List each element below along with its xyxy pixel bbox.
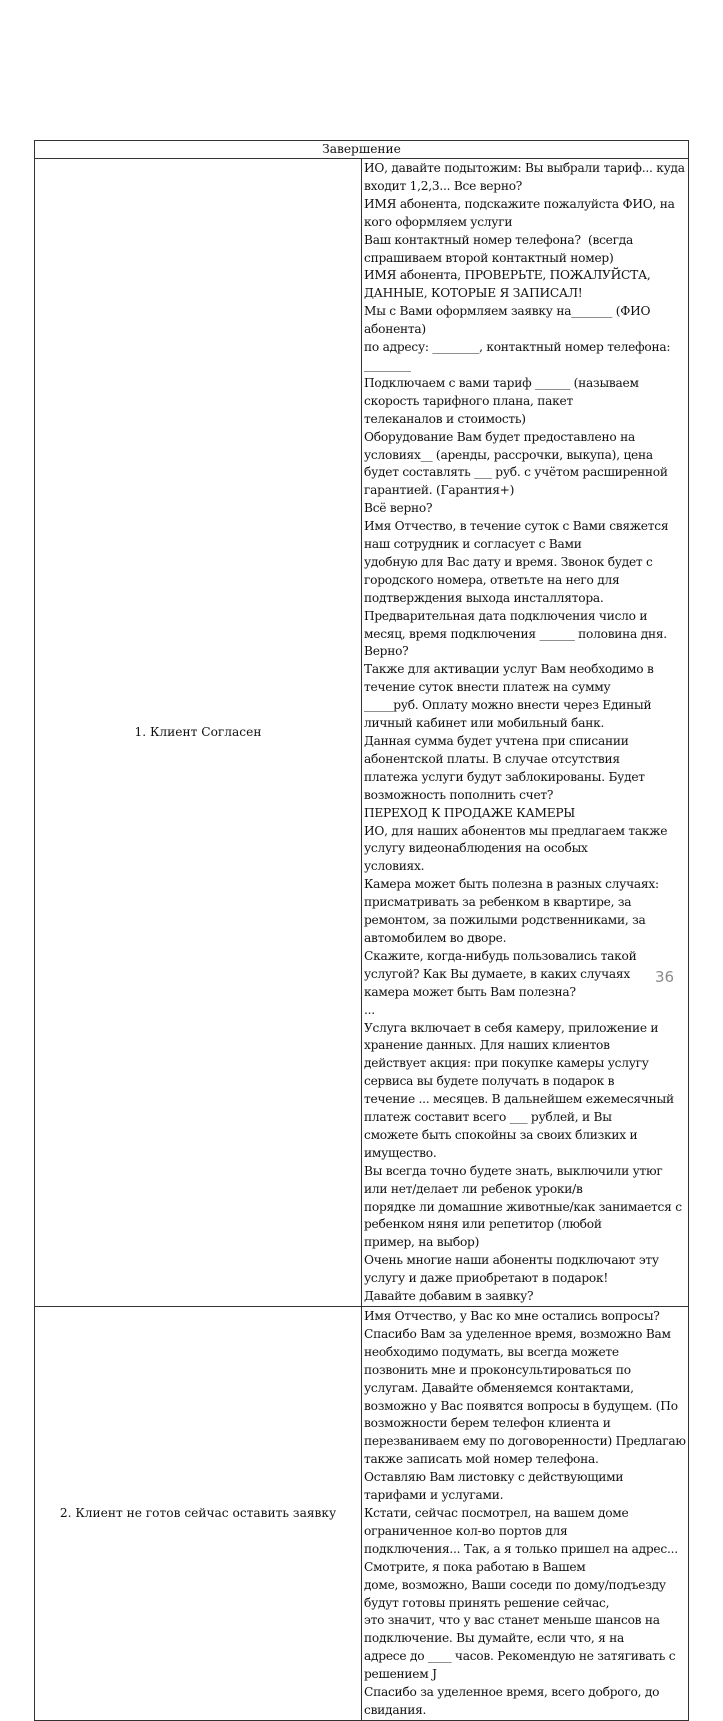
script-line: Кстати, сейчас посмотрел, на вашем доме ограниченное кол-во портов для bbox=[364, 1505, 633, 1538]
script-line: течение ... месяцев. В дальнейшем ежемесячный платеж составит всего ___ рублей, и Вы bbox=[364, 1092, 678, 1125]
script-line: ИМЯ абонента, ПРОВЕРЬТЕ, ПОЖАЛУЙСТА, ДАННЫЕ, КОТОРЫЕ Я ЗАПИСАЛ! bbox=[364, 268, 655, 301]
table-row-client-agrees bbox=[35, 159, 689, 1307]
row-content-client-agrees bbox=[362, 159, 689, 1307]
script-line: порядке ли домашние животные/как занимается с ребенком няня или репетитор (любой bbox=[364, 1199, 686, 1232]
script-line: ИО, для наших абонентов мы предлагаем также услугу видеонаблюдения на особых bbox=[364, 823, 671, 856]
script-line: действует акция: при покупке камеры услугу сервиса вы будете получать в подарок в bbox=[364, 1056, 653, 1089]
section-title: Завершение bbox=[35, 141, 689, 159]
row-label-client-agrees: 1. Клиент Согласен bbox=[35, 159, 362, 1307]
script-line: адресе до ____ часов. Рекомендую не затягивать с решением J bbox=[364, 1649, 679, 1682]
script-line: _____руб. Оплату можно внести через Единый личный кабинет или мобильный банк. bbox=[364, 698, 655, 731]
script-line: ИМЯ абонента, подскажите пожалуйста ФИО, на кого оформляем услуги bbox=[364, 196, 679, 229]
script-line: Мы с Вами оформляем заявку на_______ (ФИО абонента) bbox=[364, 304, 654, 337]
script-line: позвонить мне и проконсультироваться по услугам. Давайте обменяемся контактами, bbox=[364, 1362, 635, 1395]
table-header-row bbox=[35, 141, 689, 159]
script-line: по адресу: ________, контактный номер телефона: ________ bbox=[364, 340, 674, 372]
script-line: Данная сумма будет учтена при списании абонентской платы. В случае отсутствия bbox=[364, 734, 633, 766]
script-line: подключения... Так, а я только пришел на адрес... Смотрите, я пока работаю в Вашем bbox=[364, 1541, 682, 1574]
script-line: Также для активации услуг Вам необходимо в течение суток внести платеж на сумму bbox=[364, 662, 658, 695]
row-content-client-not-ready bbox=[362, 1307, 689, 1721]
script-line: Оборудование Вам будет предоставлено на условиях__ (аренды, рассрочки, выкупа), цена bbox=[364, 429, 653, 462]
script-line: Спасибо Вам за уделенное время, возможно Вам необходимо подумать, вы всегда можете bbox=[364, 1326, 675, 1359]
script-line: Давайте добавим в заявку? bbox=[364, 1289, 534, 1304]
script-line: это значит, что у вас станет меньше шансов на подключение. Вы думайте, если что, я на bbox=[364, 1613, 664, 1646]
script-line: Вы всегда точно будете знать, выключили утюг или нет/делает ли ребенок уроки/в bbox=[364, 1163, 667, 1196]
script-line: пример, на выбор) bbox=[364, 1235, 480, 1250]
page-number: 36 bbox=[655, 968, 675, 986]
script-line: Имя Отчество, у Вас ко мне остались вопросы? bbox=[364, 1309, 660, 1323]
script-line: удобную для Вас дату и время. Звонок будет с городского номера, ответьте на него для bbox=[364, 554, 657, 587]
script-line: Ваш контактный номер телефона? (всегда спрашиваем второй контактный номер) bbox=[364, 232, 637, 265]
script-line: платежа услуги будут заблокированы. Будет возможность пополнить счет? bbox=[364, 769, 649, 802]
script-line: возможно у Вас появятся вопросы в будущем. (По возможности берем телефон клиента и bbox=[364, 1398, 682, 1431]
script-line: ремонтом, за пожилыми родственниками, за автомобилем во дворе. bbox=[364, 913, 650, 945]
script-line: Оставляю Вам листовку с действующими тарифами и услугами. bbox=[364, 1470, 627, 1503]
table-row-client-not-ready bbox=[35, 1307, 689, 1721]
row-label-client-not-ready: 2. Клиент не готов сейчас оставить заявку bbox=[35, 1307, 362, 1721]
script-line: ... bbox=[364, 1002, 375, 1017]
script-line: Всё верно? bbox=[364, 501, 433, 516]
script-line: телеканалов и стоимость) bbox=[364, 411, 526, 426]
script-line: Имя Отчество, в течение суток с Вами свяжется наш сотрудник и согласует с Вами bbox=[364, 519, 672, 552]
script-line: условиях. bbox=[364, 859, 425, 874]
script-line: Услуга включает в себя камеру, приложение и хранение данных. Для наших клиентов bbox=[364, 1020, 662, 1053]
script-table bbox=[34, 140, 689, 1721]
script-line: доме, возможно, Ваши соседи по дому/подъезду будут готовы принять решение сейчас, bbox=[364, 1577, 670, 1610]
script-line: камера может быть Вам полезна? bbox=[364, 984, 576, 999]
script-line: ИО, давайте подытожим: Вы выбрали тариф... куда входит 1,2,3... Все верно? bbox=[364, 161, 689, 193]
script-line: ПЕРЕХОД К ПРОДАЖЕ КАМЕРЫ bbox=[364, 805, 576, 820]
script-line: Камера может быть полезна в разных случаях: присматривать за ребенком в квартире, за bbox=[364, 877, 663, 910]
script-line: сможете быть спокойны за своих близких и имущество. bbox=[364, 1127, 642, 1160]
script-line: подтверждения выхода инсталлятора. Предварительная дата подключения число и bbox=[364, 590, 648, 623]
script-line: будет составлять ___ руб. с учётом расширенной гарантией. (Гарантия+) bbox=[364, 465, 672, 498]
script-line: месяц, время подключения ______ половина дня. Верно? bbox=[364, 626, 671, 659]
script-line: Очень многие наши абоненты подключают эту услугу и даже приобретают в подарок! bbox=[364, 1253, 663, 1286]
script-line: Скажите, когда-нибудь пользовались такой услугой? Как Вы думаете, в каких случаях bbox=[364, 948, 641, 981]
script-line: Спасибо за уделенное время, всего доброго, до свидания. bbox=[364, 1685, 663, 1717]
script-line: перезваниваем ему по договоренности) Предлагаю также записать мой номер телефона. bbox=[364, 1434, 690, 1467]
script-line: Подключаем с вами тариф ______ (называем скорость тарифного плана, пакет bbox=[364, 375, 643, 408]
